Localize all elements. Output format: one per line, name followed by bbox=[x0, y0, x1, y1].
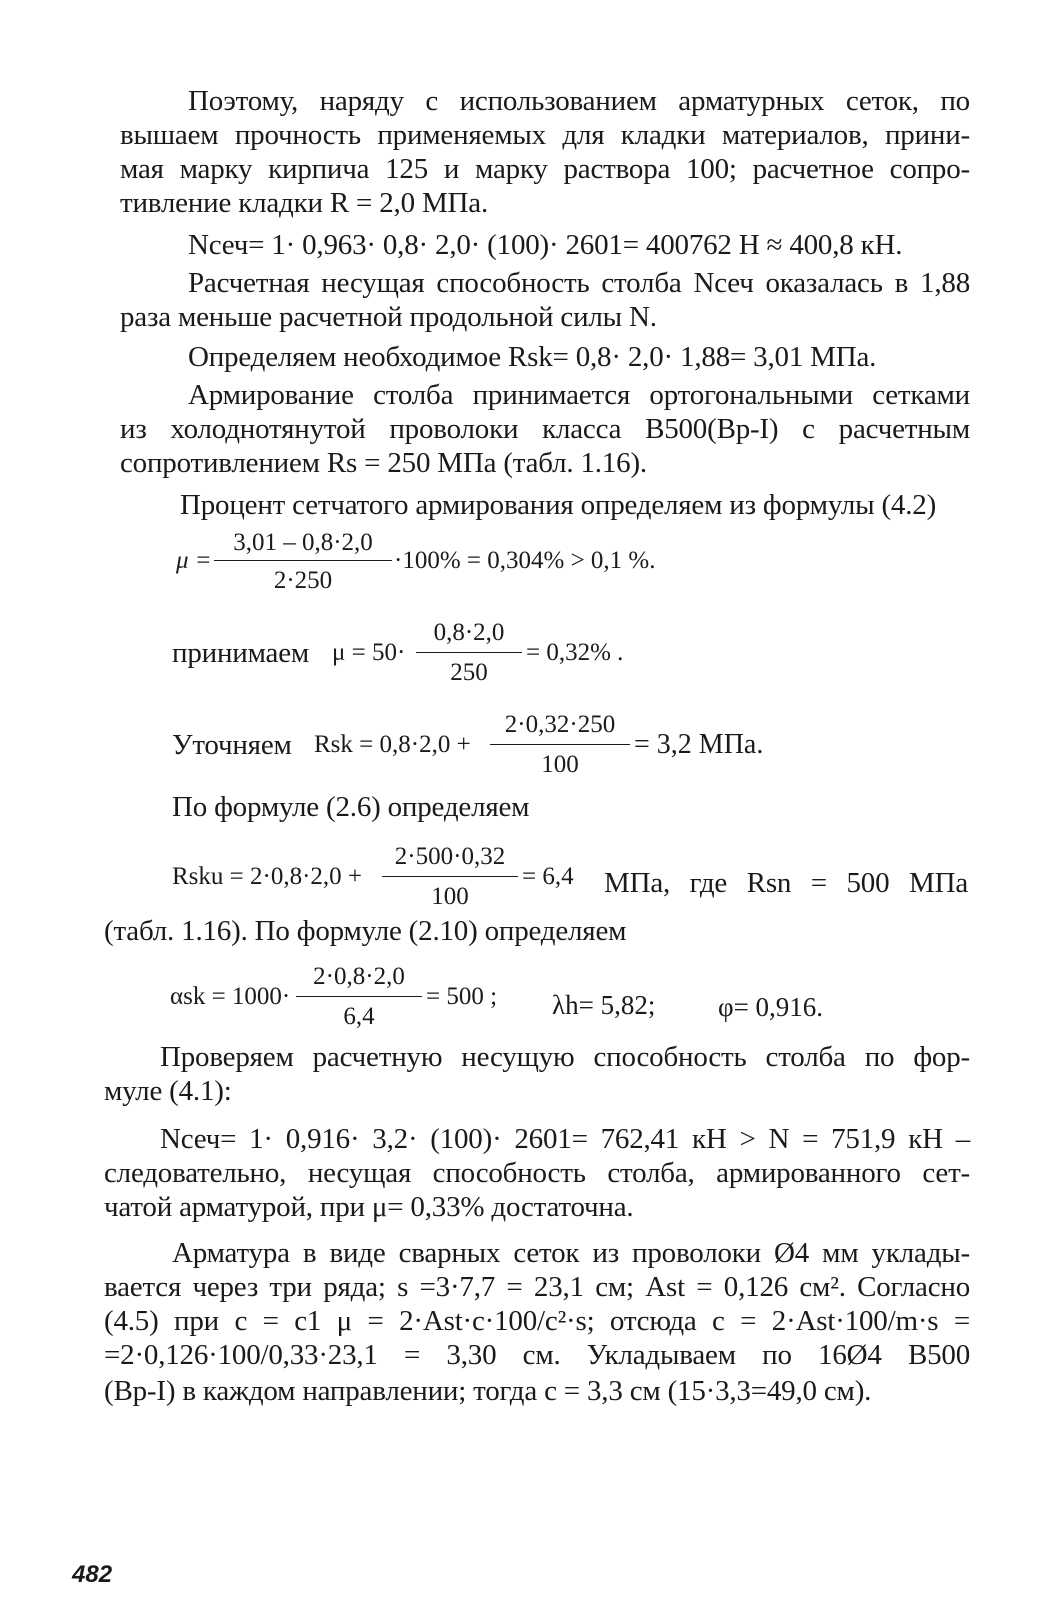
formula-lhs: αsk = 1000· bbox=[170, 983, 291, 1010]
text-line: (Вр-I) в каждом направлении; тогда c = 3,3 см (15·3,3=49,0 см). bbox=[104, 1375, 872, 1407]
fraction-numerator: 2·500·0,32 bbox=[394, 843, 506, 870]
fraction-denominator: 2·250 bbox=[273, 567, 333, 594]
fraction-numerator: 0,8·2,0 bbox=[433, 619, 505, 646]
text-line: раза меньше расчетной продольной силы N. bbox=[120, 301, 657, 333]
text-line: Армирование столба принимается ортогональными сетками bbox=[188, 379, 970, 411]
text-line: Nсеч= 1· 0,963· 0,8· 2,0· (100)· 2601= 400762 Н ≈ 400,8 кН. bbox=[188, 229, 903, 261]
formula-prefix: Уточняем bbox=[172, 729, 292, 761]
fraction-denominator: 6,4 bbox=[343, 1003, 375, 1030]
text-line: По формуле (2.6) определяем bbox=[172, 791, 530, 823]
formula-tail: МПа, где Rsn = 500 МПа bbox=[604, 867, 968, 899]
text-line: следовательно, несущая способность столба, армированного сет- bbox=[104, 1157, 970, 1189]
phi-value: φ= 0,916. bbox=[718, 992, 824, 1022]
text-line: Поэтому, наряду с использованием арматурных сеток, по bbox=[188, 85, 970, 117]
fraction-denominator: 250 bbox=[450, 659, 488, 686]
text-line: Расчетная несущая способность столба Nсеч оказалась в 1,88 bbox=[188, 267, 970, 299]
fraction-numerator: 2·0,32·250 bbox=[504, 711, 616, 738]
text-line: =2·0,126·100/0,33·23,1 = 3,30 см. Укладываем по 16Ø4 В500 bbox=[104, 1339, 970, 1371]
formula-lhs: μ = bbox=[176, 547, 212, 574]
lambda-value: λh= 5,82; bbox=[552, 990, 656, 1020]
fraction-denominator: 100 bbox=[541, 751, 579, 778]
fraction-bar bbox=[214, 560, 392, 561]
text-line: Проверяем расчетную несущую способность столба по фор- bbox=[160, 1041, 970, 1073]
formula-lhs: Rsku = 2·0,8·2,0 + bbox=[172, 863, 363, 890]
text-line: из холоднотянутой проволоки класса В500(Вр-I) с расчетным bbox=[120, 413, 970, 445]
fraction-bar bbox=[296, 996, 422, 997]
text-line: Определяем необходимое Rsk= 0,8· 2,0· 1,88= 3,01 МПа. bbox=[188, 341, 877, 373]
text-line: вышаем прочность применяемых для кладки материалов, прини- bbox=[120, 119, 970, 151]
text-line: тивление кладки R = 2,0 МПа. bbox=[120, 187, 489, 219]
fraction-numerator: 2·0,8·2,0 bbox=[313, 963, 405, 990]
text-line: сопротивлением Rs = 250 МПа (табл. 1.16). bbox=[120, 447, 647, 479]
formula-rhs: = 500 ; bbox=[426, 983, 498, 1010]
text-line: муле (4.1): bbox=[104, 1075, 232, 1107]
text-line: мая марку кирпича 125 и марку раствора 100; расчетное сопро- bbox=[120, 153, 970, 185]
fraction-bar bbox=[382, 876, 518, 877]
fraction-bar bbox=[416, 652, 522, 653]
text-line: (4.5) при c = c1 μ = 2·Ast·c·100/c²·s; отсюда c = 2·Ast·100/m·s = bbox=[104, 1305, 970, 1337]
page-number: 482 bbox=[72, 1561, 113, 1588]
text-line: Процент сетчатого армирования определяем из формулы (4.2) bbox=[180, 489, 937, 521]
fraction-numerator: 3,01 – 0,8·2,0 bbox=[233, 529, 373, 556]
formula-prefix: принимаем bbox=[172, 637, 310, 669]
fraction-bar bbox=[490, 744, 630, 745]
formula-rhs: ·100% = 0,304% > 0,1 %. bbox=[394, 547, 656, 574]
formula-lhs: μ = 50· bbox=[332, 639, 406, 666]
text-line: чатой арматурой, при μ= 0,33% достаточна. bbox=[104, 1191, 634, 1223]
text-line: Арматура в виде сварных сеток из проволоки Ø4 мм уклады- bbox=[172, 1237, 970, 1269]
fraction-denominator: 100 bbox=[431, 883, 469, 910]
formula-rhs: = 0,32% . bbox=[526, 639, 624, 666]
formula-rhs: = 3,2 МПа. bbox=[634, 729, 764, 760]
text-line: вается через три ряда; s =3·7,7 = 23,1 см; Ast = 0,126 см². Согласно bbox=[104, 1271, 970, 1303]
text-line: Nсеч= 1· 0,916· 3,2· (100)· 2601= 762,41 кН > N = 751,9 кН – bbox=[160, 1123, 970, 1155]
text-line: (табл. 1.16). По формуле (2.10) определяем bbox=[104, 915, 627, 947]
formula-lhs: Rsk = 0,8·2,0 + bbox=[314, 731, 471, 758]
formula-rhs: = 6,4 bbox=[522, 863, 574, 890]
